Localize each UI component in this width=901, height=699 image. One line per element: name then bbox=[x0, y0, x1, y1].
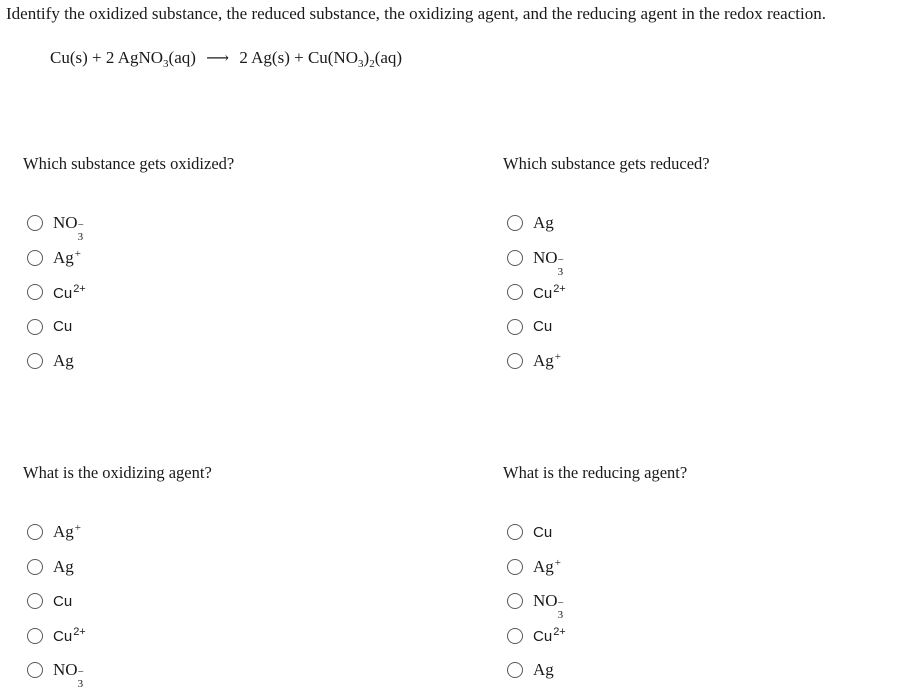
radio-button[interactable] bbox=[27, 319, 43, 335]
answer-option-label: NO − 3 bbox=[53, 660, 84, 690]
answer-option-label: $Cu^{2+}$ bbox=[533, 282, 566, 302]
answer-option-label: $Cu^{2+}$ bbox=[53, 626, 86, 645]
answer-option-label: $Cu^{2+}$ bbox=[533, 626, 566, 645]
answer-option[interactable] bbox=[507, 315, 552, 339]
answer-option-label: NO − 3 bbox=[533, 591, 564, 621]
radio-button[interactable] bbox=[507, 628, 523, 644]
answer-option-label: Cu bbox=[533, 318, 553, 335]
radio-button[interactable] bbox=[27, 559, 43, 575]
question-prompt: Which substance gets reduced? bbox=[503, 154, 710, 173]
answer-option-label: Ag+ bbox=[53, 522, 81, 541]
answer-option[interactable] bbox=[507, 211, 554, 235]
radio-button[interactable] bbox=[27, 593, 43, 609]
question-oxidized bbox=[23, 153, 443, 370]
radio-button[interactable] bbox=[27, 628, 43, 644]
radio-button[interactable] bbox=[507, 284, 523, 300]
answer-option[interactable] bbox=[507, 658, 554, 682]
radio-button[interactable] bbox=[507, 319, 523, 335]
answer-option-label: Cu bbox=[533, 523, 553, 541]
answer-option[interactable] bbox=[507, 589, 566, 621]
answer-option-label: Ag bbox=[53, 351, 74, 370]
answer-option[interactable] bbox=[27, 555, 74, 579]
answer-option[interactable] bbox=[507, 280, 566, 304]
coefficient: 2 bbox=[239, 48, 248, 67]
answer-option[interactable] bbox=[27, 280, 86, 304]
answer-option-label: Ag+ bbox=[533, 556, 561, 576]
plus-sign: + bbox=[294, 48, 304, 67]
answer-option[interactable] bbox=[27, 315, 72, 339]
question-reducing-agent bbox=[503, 462, 901, 679]
answer-option[interactable] bbox=[27, 211, 86, 243]
radio-button[interactable] bbox=[507, 250, 523, 266]
question-prompt: What is the oxidizing agent? bbox=[23, 463, 212, 482]
reaction-arrow-icon: ⟶ bbox=[206, 50, 230, 67]
question-prompt: What is the reducing agent? bbox=[503, 463, 688, 482]
redox-equation bbox=[50, 48, 402, 70]
answer-option[interactable] bbox=[27, 658, 86, 690]
question-oxidizing-agent bbox=[23, 462, 443, 690]
radio-button[interactable] bbox=[27, 524, 43, 540]
radio-button[interactable] bbox=[27, 215, 43, 231]
radio-button[interactable] bbox=[27, 284, 43, 300]
answer-option-label: Ag bbox=[53, 556, 74, 576]
radio-button[interactable] bbox=[507, 662, 523, 678]
plus-sign: + bbox=[92, 48, 102, 67]
answer-option[interactable] bbox=[507, 555, 561, 579]
answer-option-label: NO − 3 bbox=[533, 247, 564, 278]
answer-option[interactable] bbox=[27, 520, 81, 544]
radio-button[interactable] bbox=[507, 559, 523, 575]
answer-option-label: Cu bbox=[53, 592, 73, 610]
answer-option[interactable] bbox=[507, 520, 552, 544]
product-copper-nitrate: $Cu(NO_3)_2(aq)$ bbox=[307, 48, 403, 70]
radio-button[interactable] bbox=[507, 353, 523, 369]
question-reduced bbox=[503, 153, 901, 370]
reactant-silver-nitrate: AgNO$_3$(aq) bbox=[117, 48, 196, 70]
answer-option-label: Ag bbox=[533, 213, 554, 232]
answer-option[interactable] bbox=[507, 624, 566, 648]
radio-button[interactable] bbox=[27, 353, 43, 369]
answer-option-label: $Cu^{2+}$ bbox=[53, 282, 86, 302]
answer-option[interactable] bbox=[27, 246, 81, 270]
radio-button[interactable] bbox=[507, 593, 523, 609]
answer-option-label: Ag+ bbox=[533, 351, 561, 370]
answer-option[interactable] bbox=[507, 349, 561, 373]
answer-option-label: NO − 3 bbox=[53, 213, 84, 243]
answer-option-label: Cu bbox=[53, 318, 73, 335]
question-prompt: Which substance gets oxidized? bbox=[23, 154, 235, 173]
radio-button[interactable] bbox=[507, 215, 523, 231]
answer-option[interactable] bbox=[27, 349, 74, 373]
answer-option-label: Ag bbox=[533, 660, 554, 679]
reactant-copper: Cu(s) bbox=[50, 48, 88, 67]
answer-option[interactable] bbox=[507, 246, 566, 278]
answer-option[interactable] bbox=[27, 624, 86, 648]
radio-button[interactable] bbox=[507, 524, 523, 540]
radio-button[interactable] bbox=[27, 250, 43, 266]
coefficient: 2 bbox=[105, 48, 115, 67]
answer-option-label: Ag+ bbox=[53, 247, 81, 267]
product-silver: Ag(s) bbox=[251, 48, 290, 67]
radio-button[interactable] bbox=[27, 662, 43, 678]
answer-option[interactable] bbox=[27, 589, 72, 613]
instructions: Identify the oxidized substance, the reduced substance, the oxidizing agent, and the reducing agent in the redox reaction. bbox=[6, 4, 826, 23]
